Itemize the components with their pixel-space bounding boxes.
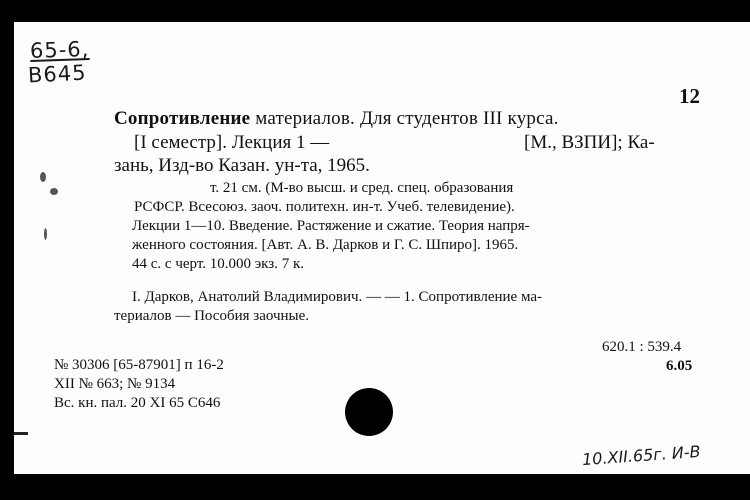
title-rest: материалов. Для студентов III курса. (250, 108, 559, 129)
smudge-mark (40, 172, 46, 182)
record-1: № 30306 [65-87901] п 16-2 (54, 357, 224, 373)
line2-left: [I семестр]. Лекция 1 — (134, 132, 330, 153)
line3: зань, Изд-во Казан. ун-та, 1965. (114, 155, 370, 176)
line5: РСФСР. Всесоюз. заоч. политехн. ин-т. Учеб. телевидение). (134, 199, 515, 215)
line4: т. 21 см. (М-во высш. и сред. спец. образования (210, 180, 514, 196)
entry2: териалов — Пособия заочные. (114, 308, 310, 324)
entry1: I. Дарков, Анатолий Владимирович. — — 1. Сопротивление ма- (132, 289, 543, 305)
handwritten-code-1: 65-6, (29, 36, 90, 64)
record-3: Вс. кн. пал. 20 XI 65 С646 (54, 395, 221, 411)
catalog-card (14, 22, 750, 474)
title-line (114, 108, 559, 130)
classification-2: 6.05 (666, 358, 693, 374)
classification-1: 620.1 : 539.4 (602, 339, 682, 355)
line2-right: [М., ВЗПИ]; Ка- (524, 132, 655, 153)
page-number: 12 (679, 84, 700, 108)
handwritten-note-bottom: 10.XII.65г. И-В (581, 441, 702, 470)
record-2: XII № 663; № 9134 (54, 376, 176, 392)
smudge-mark (44, 228, 47, 240)
handwritten-code-2: B645 (27, 60, 88, 88)
edge-mark (14, 432, 28, 435)
smudge-mark (50, 188, 58, 195)
title-bold: Сопротивление (114, 108, 251, 129)
line8: 44 с. с черт. 10.000 экз. 7 к. (132, 256, 304, 272)
line7: женного состояния. [Авт. А. В. Дарков и Г. С. Шпиро]. 1965. (132, 237, 519, 253)
punch-hole (345, 388, 393, 436)
line6: Лекции 1—10. Введение. Растяжение и сжатие. Теория напря- (132, 218, 530, 234)
